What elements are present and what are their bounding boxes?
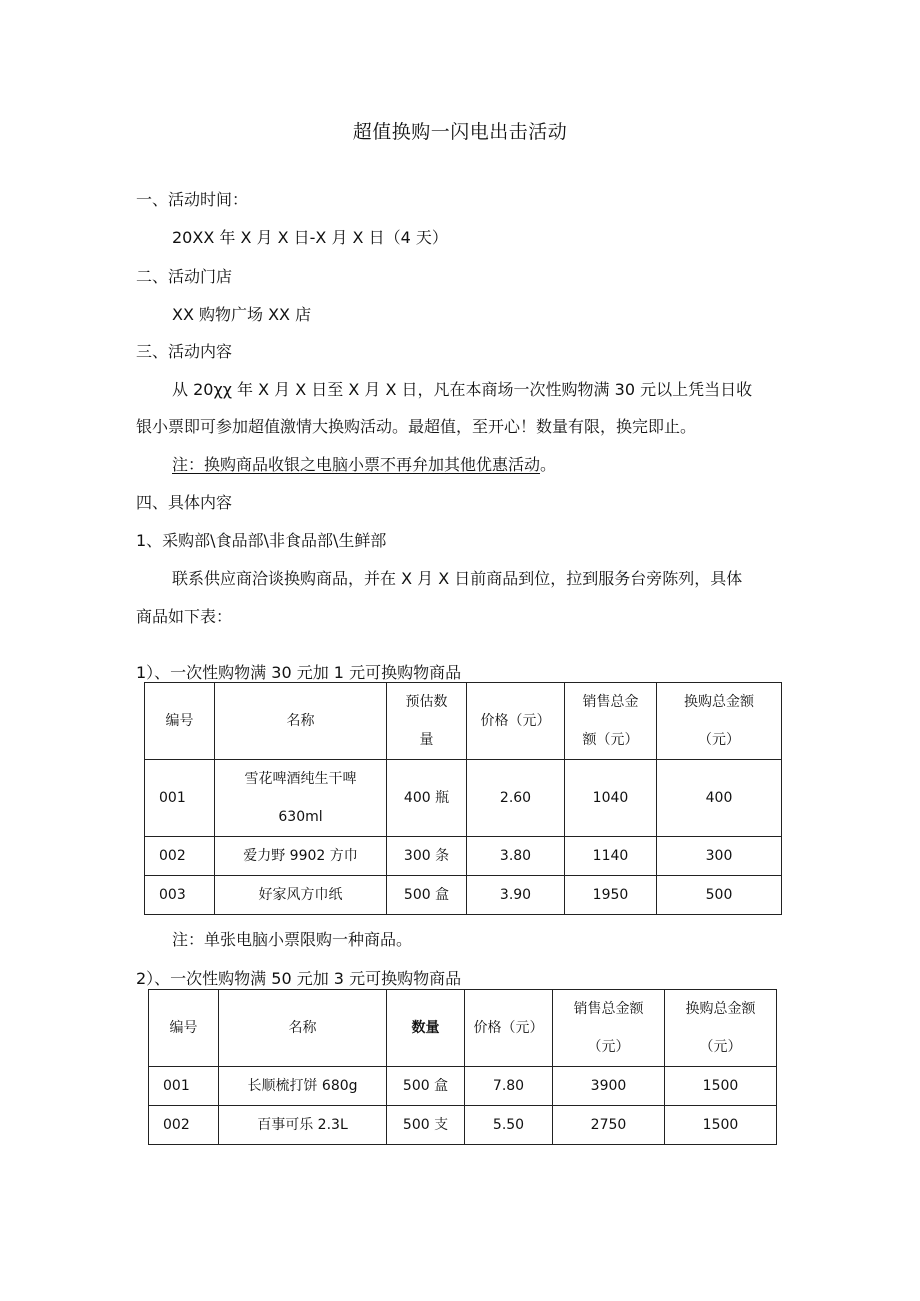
- table1-header-row: [145, 683, 782, 760]
- table1-cell-price: 2.60: [467, 760, 565, 837]
- table2-cell-qty: 500 盒: [387, 1067, 465, 1106]
- table2-cell-swap: 1500: [665, 1106, 777, 1145]
- table1-cell-sales: 1140: [565, 837, 657, 876]
- table1-header-qty-line2: 量: [419, 732, 434, 748]
- content-note: [172, 452, 556, 475]
- table1-header-sales: [565, 683, 657, 760]
- table2-cell-name: 百事可乐 2.3L: [219, 1106, 387, 1145]
- table2-cell-no: 002: [149, 1106, 219, 1145]
- table-row: [145, 837, 782, 876]
- table1-cell-qty: 500 盒: [387, 876, 467, 915]
- table2-cell-no: 001: [149, 1067, 219, 1106]
- table-row: [149, 1106, 777, 1145]
- table1-header-swap-line1: 换购总金额: [684, 694, 754, 710]
- table1-header-name: 名称: [215, 683, 387, 760]
- content-line-2: 银小票即可参加超值激情大换购活动。最超值，至开心！数量有限，换完即止。: [136, 417, 697, 436]
- table1-cell-swap: 400: [657, 760, 782, 837]
- table2-cell-name: 长顺梳打饼 680g: [219, 1067, 387, 1106]
- store-name-text: XX 购物广场 XX 店: [172, 305, 312, 324]
- activity-time-text: 20XX 年 X 月 X 日-X 月 X 日（4 天）: [172, 228, 448, 247]
- table1-cell-price: 3.90: [467, 876, 565, 915]
- details-line-1: 联系供应商洽谈换购商品，并在 X 月 X 日前商品到位，拉到服务台旁陈列，具体: [172, 569, 743, 588]
- table2-header-swap-line1: 换购总金额: [685, 1001, 756, 1017]
- table1-cell-no: 002: [145, 837, 215, 876]
- table1-header-sales-line1: 销售总金: [582, 694, 639, 710]
- section-heading-content: 三、活动内容: [136, 342, 233, 361]
- table2-header-qty: 数量: [387, 990, 465, 1067]
- table1-cell-no: 001: [145, 760, 215, 837]
- table1-header-swap: [657, 683, 782, 760]
- table2-cell-sales: 2750: [553, 1106, 665, 1145]
- table1-cell-qty: 300 条: [387, 837, 467, 876]
- table1-cell-no: 003: [145, 876, 215, 915]
- table1-cell-price: 3.80: [467, 837, 565, 876]
- table1-caption: 1）、一次性购物满 30 元加 1 元可换购物商品: [136, 663, 462, 682]
- departments-subheading: 1、采购部\食品部\非食品部\生鲜部: [136, 531, 387, 550]
- table1-header-qty-line1: 预估数: [405, 694, 448, 710]
- content-note-period: 。: [540, 455, 557, 474]
- table2-cell-price: 7.80: [465, 1067, 553, 1106]
- table2-header-name: 名称: [219, 990, 387, 1067]
- table1-cell-name: 爱力野 9902 方巾: [215, 837, 387, 876]
- table2-header-swap-line2: （元）: [699, 1039, 742, 1055]
- table2-cell-sales: 3900: [553, 1067, 665, 1106]
- table2-header-sales: [553, 990, 665, 1067]
- content-note-underlined: 注：换购商品收银之电脑小票不再弁加其他优惠活动: [172, 455, 541, 474]
- table2-header-price: 价格（元）: [465, 990, 553, 1067]
- table2-header-no: 编号: [149, 990, 219, 1067]
- table1-cell-name: 好家风方巾纸: [215, 876, 387, 915]
- table1-cell-qty: 400 瓶: [387, 760, 467, 837]
- table1-note: 注：单张电脑小票限购一种商品。: [172, 930, 413, 949]
- table1-cell-name-line1: 雪花啤酒纯生干啤: [244, 771, 357, 787]
- content-line-1: 从 20χχ 年 X 月 X 日至 X 月 X 日，凡在本商场一次性购物满 30 元以上凭当日收: [172, 380, 753, 399]
- table1-header-no: 编号: [145, 683, 215, 760]
- table1-cell-sales: 1950: [565, 876, 657, 915]
- table-row: [145, 760, 782, 837]
- table-row: [145, 876, 782, 915]
- table1-header-qty: [387, 683, 467, 760]
- table1-header-sales-line2: 额（元）: [582, 732, 639, 748]
- table1-header-swap-line2: （元）: [698, 732, 740, 748]
- table1: [144, 682, 782, 915]
- table2-header-swap: [665, 990, 777, 1067]
- table1-cell-swap: 500: [657, 876, 782, 915]
- details-line-2: 商品如下表：: [136, 607, 233, 626]
- table1-cell-name-line2: 630ml: [278, 809, 323, 825]
- section-heading-store: 二、活动门店: [136, 267, 233, 286]
- page-title: 超值换购一闪电出击活动: [352, 121, 568, 143]
- table1-cell-swap: 300: [657, 837, 782, 876]
- table1-cell-sales: 1040: [565, 760, 657, 837]
- table2-cell-qty: 500 支: [387, 1106, 465, 1145]
- table2-header-sales-line1: 销售总金额: [573, 1001, 644, 1017]
- table1-header-price: 价格（元）: [467, 683, 565, 760]
- table2-caption: 2）、一次性购物满 50 元加 3 元可换购物商品: [136, 969, 462, 988]
- section-heading-time: 一、活动时间：: [136, 190, 249, 209]
- table2-cell-price: 5.50: [465, 1106, 553, 1145]
- table2-header-row: [149, 990, 777, 1067]
- section-heading-details: 四、具体内容: [136, 493, 233, 512]
- table-row: [149, 1067, 777, 1106]
- table2-header-sales-line2: （元）: [587, 1039, 630, 1055]
- table2: [148, 989, 777, 1145]
- table2-cell-swap: 1500: [665, 1067, 777, 1106]
- table1-cell-name: [215, 760, 387, 837]
